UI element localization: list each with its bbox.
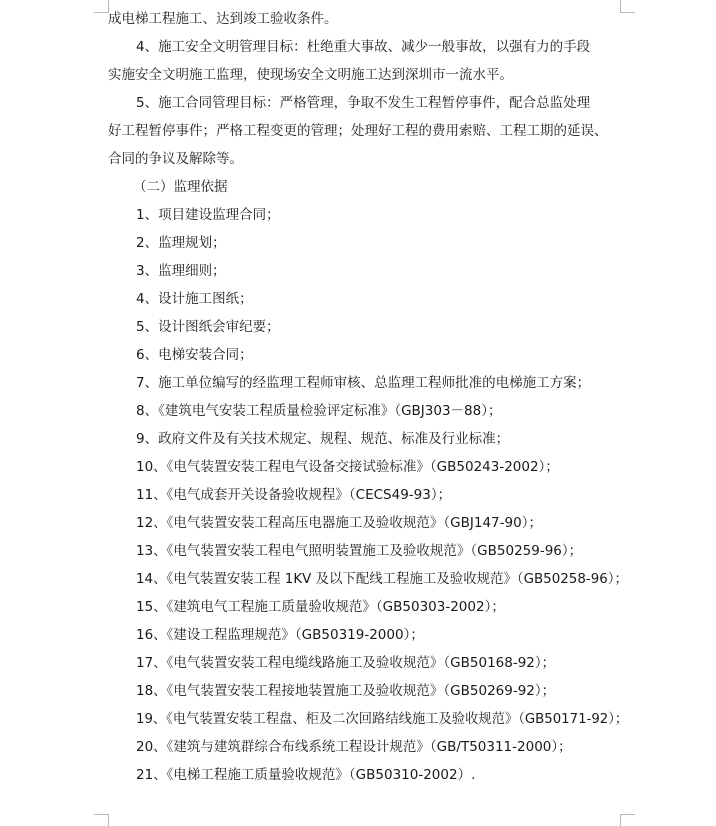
list-item: 19、《电气装置安装工程盘、柜及二次回路结线施工及验收规范》（GB50171-92）； [136, 711, 629, 727]
list-item: 7、施工单位编写的经监理工程师审核、总监理工程师批准的电梯施工方案； [136, 375, 591, 391]
list-item: 18、《电气装置安装工程接地装置施工及验收规范》（GB50269-92）； [136, 683, 556, 699]
page-corner-mark-bottom-right [620, 814, 635, 826]
list-item: 17、《电气装置安装工程电缆线路施工及验收规范》（GB50168-92）； [136, 655, 556, 671]
section-heading: （二）监理依据 [133, 179, 228, 195]
page-corner-mark-top-right [620, 0, 635, 13]
list-item: 11、《电气成套开关设备验收规程》（CECS49-93）； [136, 487, 452, 503]
list-item: 4、设计施工图纸； [136, 291, 253, 307]
list-item: 1、项目建设监理合同； [136, 207, 280, 223]
paragraph-line: 合同的争议及解除等。 [108, 151, 243, 167]
list-item: 9、政府文件及有关技术规定、规程、规范、标准及行业标准； [136, 431, 510, 447]
list-item: 13、《电气装置安装工程电气照明装置施工及验收规范》（GB50259-96）； [136, 543, 583, 559]
list-item: 12、《电气装置安装工程高压电器施工及验收规范》（GBJ147-90）； [136, 515, 542, 531]
list-item: 21、《电梯工程施工质量验收规范》（GB50310-2002）. [136, 767, 476, 783]
list-item: 15、《建筑电气工程施工质量验收规范》（GB50303-2002）； [136, 599, 505, 615]
page-corner-mark-top-left [94, 0, 109, 13]
list-item: 20、《建筑与建筑群综合布线系统工程设计规范》（GB/T50311-2000）； [136, 739, 572, 755]
list-item: 6、电梯安装合同； [136, 347, 253, 363]
list-item: 14、《电气装置安装工程 1KV 及以下配线工程施工及验收规范》（GB50258-96）； [136, 571, 628, 587]
list-item: 5、设计图纸会审纪要； [136, 319, 280, 335]
paragraph-line: 实施安全文明施工监理，使现场安全文明施工达到深圳市一流水平。 [108, 67, 513, 83]
paragraph-line: 成电梯工程施工、达到竣工验收条件。 [108, 11, 338, 27]
paragraph-line: 4、施工安全文明管理目标：杜绝重大事故、减少一般事故，以强有力的手段 [136, 39, 591, 55]
list-item: 8、《建筑电气安装工程质量检验评定标准》（GBJ303－88）； [136, 403, 502, 419]
list-item: 16、《建设工程监理规范》（GB50319-2000）； [136, 627, 424, 643]
paragraph-line: 好工程暂停事件；严格工程变更的管理；处理好工程的费用索赔、工程工期的延误、 [108, 123, 608, 139]
list-item: 2、监理规划； [136, 235, 226, 251]
list-item: 3、监理细则； [136, 263, 226, 279]
list-item: 10、《电气装置安装工程电气设备交接试验标准》（GB50243-2002）； [136, 459, 559, 475]
page-corner-mark-bottom-left [94, 814, 109, 826]
paragraph-line: 5、施工合同管理目标：严格管理，争取不发生工程暂停事件，配合总监处理 [136, 95, 591, 111]
